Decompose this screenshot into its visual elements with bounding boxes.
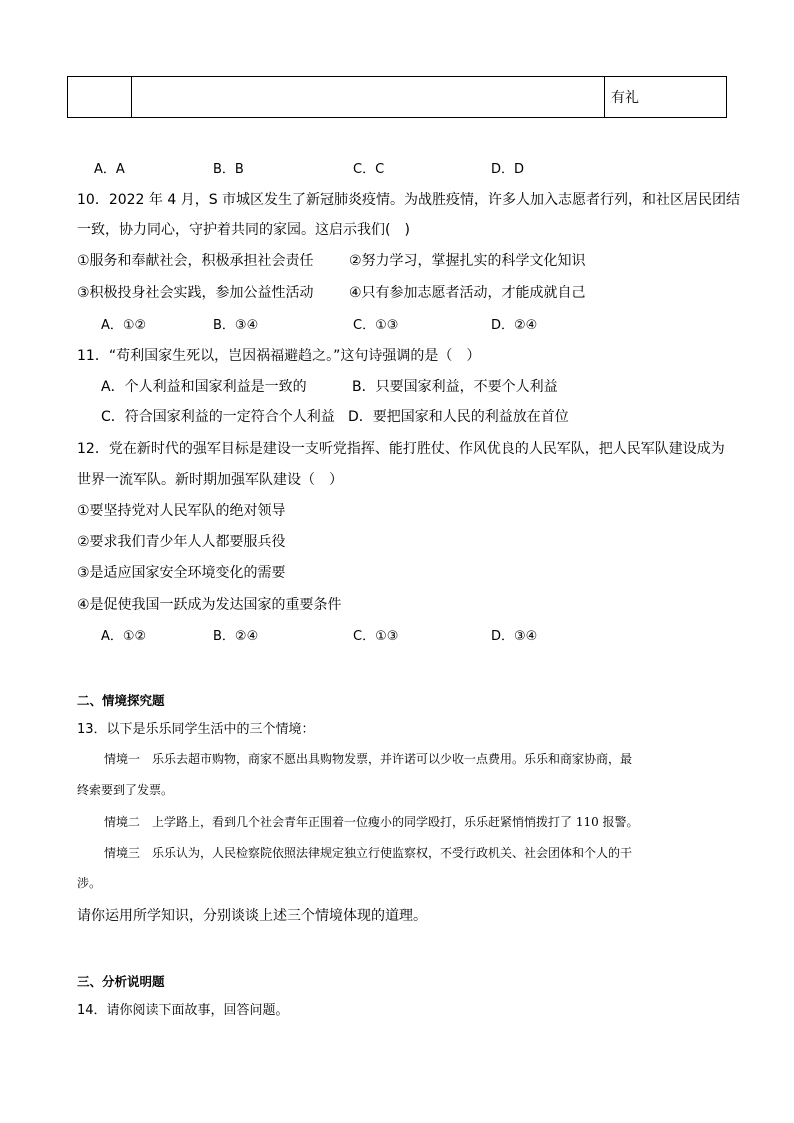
q13-scenario1-line1: 情境一 乐乐去超市购物，商家不愿出具购物发票，并许诺可以少收一点费用。乐乐和商家协商，最 <box>104 752 633 766</box>
q10-item-1: ①服务和奉献社会，积极承担社会责任 <box>77 253 314 269</box>
q11-option-b: B．只要国家利益，不要个人利益 <box>352 379 558 395</box>
q9-option-b: B．B <box>213 162 244 177</box>
q13-scenario2: 情境二 上学路上，看到几个社会青年正围着一位瘦小的同学殴打，乐乐赶紧悄悄拨打了 110 报警。 <box>104 815 639 829</box>
q11-option-a: A．个人利益和国家利益是一致的 <box>101 379 307 395</box>
q13-scenario1-line2: 终索要到了发票。 <box>77 783 174 797</box>
table-cell-empty <box>132 77 605 118</box>
q10-item-2: ②努力学习，掌握扎实的科学文化知识 <box>349 253 586 269</box>
q12-option-a: A．①② <box>101 629 147 644</box>
q12-stem-line1: 12．党在新时代的强军目标是建设一支听党指挥、能打胜仗、作风优良的人民军队，把人民军队建设成为 <box>77 441 725 457</box>
q13-question: 请你运用所学知识，分别谈谈上述三个情境体现的道理。 <box>77 908 427 924</box>
q13-scenario3-line2: 涉。 <box>77 876 102 890</box>
q10-option-b: B．③④ <box>213 318 259 333</box>
q14-stem: 14．请你阅读下面故事，回答问题。 <box>77 1003 289 1018</box>
q11-option-d: D．要把国家和人民的利益放在首位 <box>348 409 569 425</box>
q9-option-c: C．C <box>353 162 385 177</box>
section-title-3: 三、分析说明题 <box>77 974 165 989</box>
q10-stem-line1: 10．2022 年 4 月，S 市城区发生了新冠肺炎疫情。为战胜疫情，许多人加入志愿者行列，和社区居民团结 <box>77 192 741 208</box>
q9-option-a: A．A <box>94 162 125 177</box>
q12-item-1: ①要坚持党对人民军队的绝对领导 <box>77 503 286 519</box>
q13-stem: 13．以下是乐乐同学生活中的三个情境： <box>77 722 315 737</box>
q13-scenario3-line1: 情境三 乐乐认为，人民检察院依照法律规定独立行使监察权，不受行政机关、社会团体和个人的干 <box>104 846 633 860</box>
q12-option-c: C．①③ <box>353 629 399 644</box>
answer-table-fragment <box>67 76 727 118</box>
q10-item-4: ④只有参加志愿者活动，才能成就自己 <box>349 285 586 301</box>
q11-stem: 11．“苟利国家生死以，岂因祸福避趋之。”这句诗强调的是（ ） <box>77 348 481 364</box>
q12-option-b: B．②④ <box>213 629 259 644</box>
q10-option-c: C．①③ <box>353 318 399 333</box>
q12-item-2: ②要求我们青少年人人都要服兵役 <box>77 534 286 550</box>
q10-stem-line2: 一致，协力同心，守护着共同的家园。这启示我们( ) <box>77 222 410 238</box>
q10-option-a: A．①② <box>101 318 147 333</box>
table-cell-empty <box>68 77 132 118</box>
section-title-2: 二、情境探究题 <box>77 693 165 708</box>
q12-item-4: ④是促使我国一跃成为发达国家的重要条件 <box>77 597 342 613</box>
q12-item-3: ③是适应国家安全环境变化的需要 <box>77 565 286 581</box>
q9-option-d: D．D <box>491 162 525 177</box>
q11-option-c: C．符合国家利益的一定符合个人利益 <box>101 409 335 425</box>
q12-stem-line2: 世界一流军队。新时期加强军队建设（ ） <box>77 472 343 488</box>
q10-option-d: D．②④ <box>491 318 538 333</box>
table-cell: 有礼 <box>605 77 727 118</box>
table-row <box>68 77 727 118</box>
q10-item-3: ③积极投身社会实践，参加公益性活动 <box>77 285 314 301</box>
q12-option-d: D．③④ <box>491 629 538 644</box>
